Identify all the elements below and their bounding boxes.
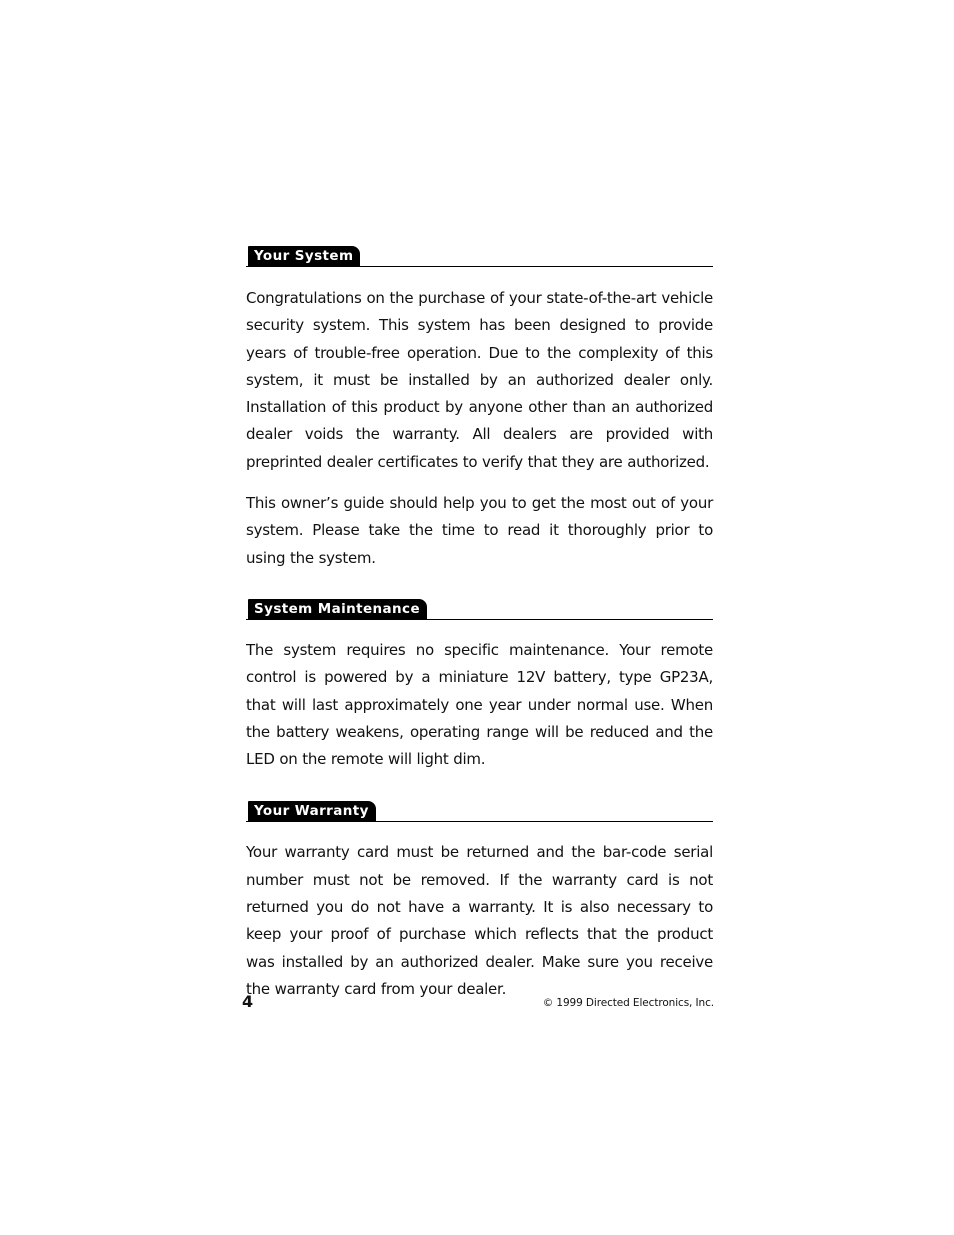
paragraph-owners-guide: This owner’s guide should help you to get the most out of your system. Please take the time to read it thoroughly prior to using the system. <box>246 494 713 567</box>
page-footer <box>242 992 714 1014</box>
paragraph-your-system-intro: Congratulations on the purchase of your state-of-the-art vehicle security system. This system has been designed to provide years of trouble-free operation. Due to the complexity of this system, it must be installed by an authorized dealer only. Installation of this product by anyone other than an authorized dealer voids the warranty. All dealers are provided with preprinted dealer certificates to verify that they are authorized. <box>246 289 713 471</box>
section-heading-your-warranty <box>246 799 713 822</box>
section-tab-label: Your Warranty <box>248 801 376 822</box>
copyright-notice: © 1999 Directed Electronics, Inc. <box>542 997 714 1009</box>
page-content <box>246 244 713 1003</box>
paragraph-your-warranty: Your warranty card must be returned and the bar-code serial number must not be removed. If the warranty card is not returned you do not have a warranty. It is also necessary to keep your proof of purchase which reflects that the product was installed by an authorized dealer. Make sure you receive the warranty card from your dealer. <box>246 843 713 998</box>
section-heading-your-system <box>246 244 713 267</box>
page-number: 4 <box>242 992 254 1011</box>
section-tab-label: System Maintenance <box>248 599 427 620</box>
section-heading-system-maintenance <box>246 597 713 620</box>
paragraph-system-maintenance: The system requires no specific maintenance. Your remote control is powered by a miniature 12V battery, type GP23A, that will last approximately one year under normal use. When the battery weakens, operating range will be reduced and the LED on the remote will light dim. <box>246 640 713 769</box>
section-tab-label: Your System <box>248 246 360 267</box>
